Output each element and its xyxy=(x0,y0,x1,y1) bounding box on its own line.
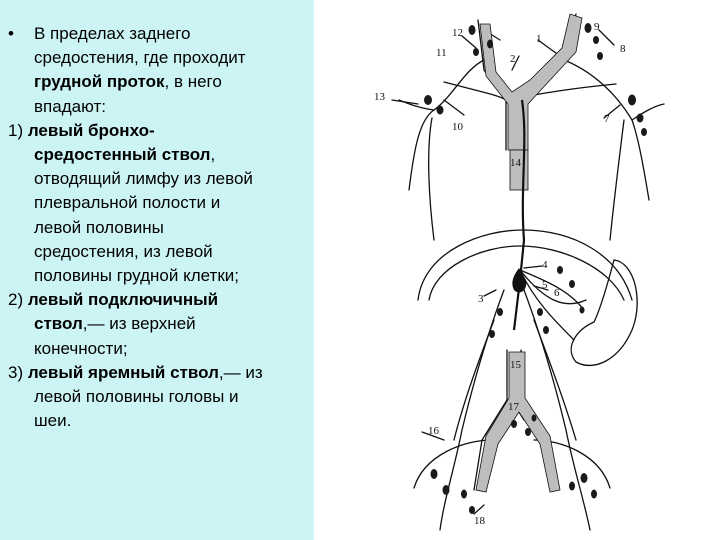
list-item-2: 2) левый подключичный ствол,— из верхней конечности; xyxy=(8,290,219,358)
term-bronchomediastinal-trunk: левый бронхо- xyxy=(27,120,155,140)
list-item-1: 1) левый бронхо- средостенный ствол, отводящий лимфу из левой плевральной полости и левой половины средостения, из левой половины грудной клетки; xyxy=(8,120,253,286)
figure-label-18: 18 xyxy=(474,515,485,527)
term-jugular-trunk: левый яремный ствол xyxy=(27,362,219,382)
term-subclavian-trunk: левый подключичный xyxy=(27,290,219,310)
figure-label-9: 9 xyxy=(594,21,600,33)
lymphatic-diagram xyxy=(314,0,720,540)
figure-label-1: 1 xyxy=(536,33,542,45)
figure-label-14: 14 xyxy=(510,157,521,169)
list-item-3: 3) левый яремный ствол,— из левой половины головы и шеи. xyxy=(8,362,263,431)
figure-label-12: 12 xyxy=(452,27,463,39)
figure-label-15: 15 xyxy=(510,359,521,371)
figure-label-10: 10 xyxy=(452,121,463,133)
bullet-icon: • xyxy=(8,24,14,43)
figure-label-3: 3 xyxy=(478,293,484,305)
figure-label-16: 16 xyxy=(428,425,439,437)
intro-paragraph: • В пределах заднего средостения, где проходит грудной проток, в него впадают: xyxy=(8,24,246,116)
slide-text xyxy=(8,22,312,433)
text-panel xyxy=(0,0,314,540)
figure-label-13: 13 xyxy=(374,91,385,103)
figure-label-7: 7 xyxy=(604,113,610,125)
figure-label-4: 4 xyxy=(542,259,548,271)
figure-label-8: 8 xyxy=(620,43,626,55)
lymphatic-system-illustration xyxy=(314,0,720,540)
term-thoracic-duct: грудной проток xyxy=(34,72,165,92)
figure-label-17: 17 xyxy=(508,401,519,413)
figure-label-6: 6 xyxy=(554,287,560,299)
figure-label-2: 2 xyxy=(510,53,516,65)
figure-label-5: 5 xyxy=(542,279,548,291)
figure-label-11: 11 xyxy=(436,47,447,59)
